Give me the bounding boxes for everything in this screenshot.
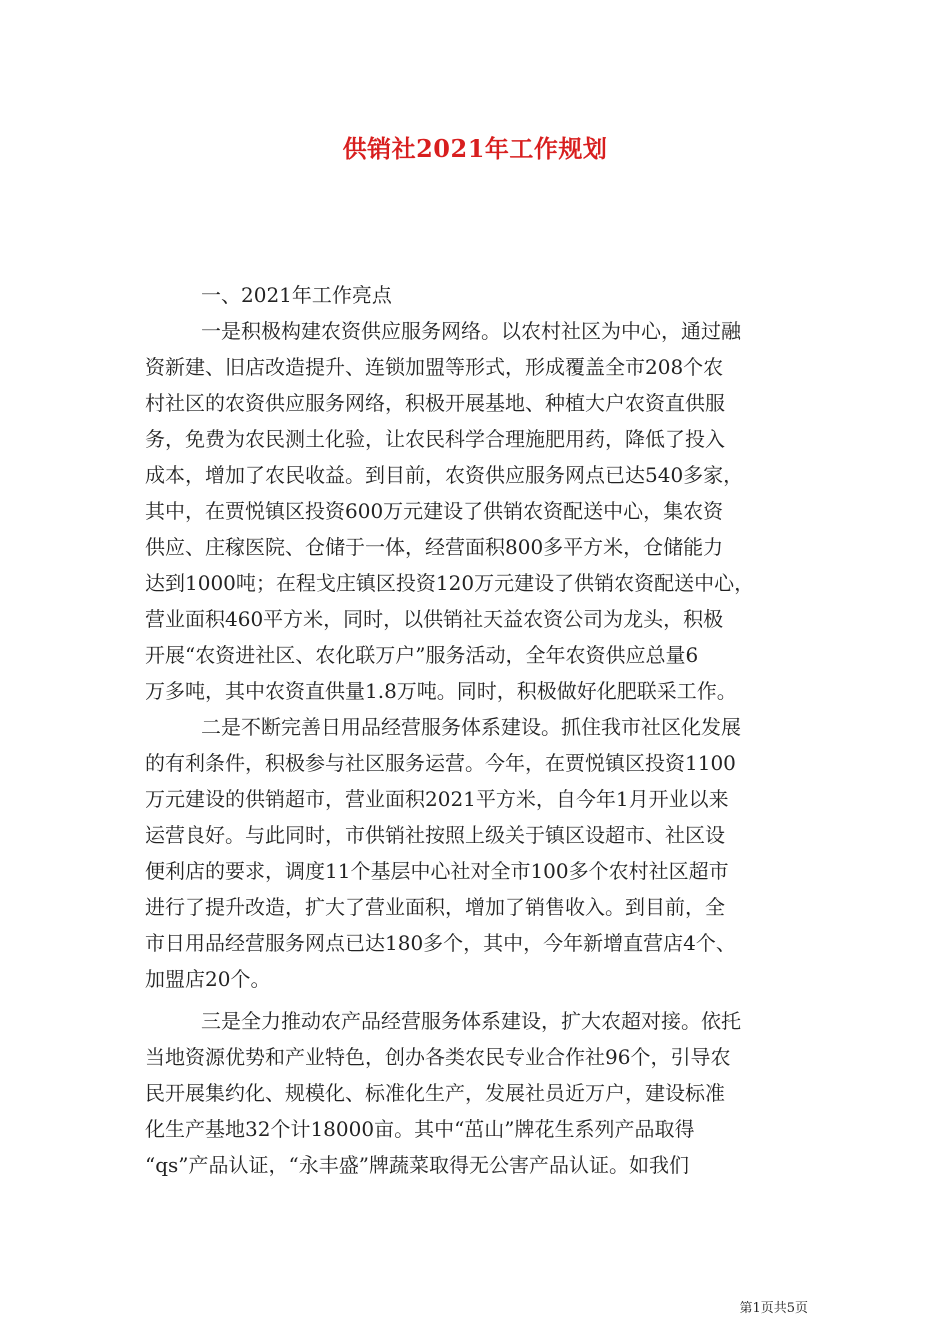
page-number-footer: 第1页共5页 — [739, 1301, 808, 1316]
text-line: 进行了提升改造，扩大了营业面积，增加了销售收入。到目前，全 — [145, 895, 725, 919]
text-line: 营业面积460平方米，同时，以供销社天益农资公司为龙头，积极 — [145, 607, 724, 631]
text-line: 民开展集约化、规模化、标准化生产，发展社员近万户，建设标准 — [145, 1081, 725, 1105]
text-line: 资新建、旧店改造提升、连锁加盟等形式，形成覆盖全市208个农 — [145, 355, 724, 379]
text-line: 达到1000吨；在程戈庄镇区投资120万元建设了供销农资配送中心， — [145, 571, 755, 595]
text-line: 二是不断完善日用品经营服务体系建设。抓住我市社区化发展 — [201, 715, 741, 739]
text-line: 一是积极构建农资供应服务网络。以农村社区为中心，通过融 — [201, 319, 741, 343]
section-heading: 一、2021年工作亮点 — [201, 283, 392, 307]
text-line: 三是全力推动农产品经营服务体系建设，扩大农超对接。依托 — [201, 1009, 741, 1033]
text-line: 务，免费为农民测土化验，让农民科学合理施肥用药，降低了投入 — [145, 427, 725, 451]
text-line: 万元建设的供销超市，营业面积2021平方米，自今年1月开业以来 — [145, 787, 729, 811]
page-title: 供销社2021年工作规划 — [342, 134, 608, 163]
text-line: 运营良好。与此同时，市供销社按照上级关于镇区设超市、社区设 — [145, 823, 725, 847]
text-line: 加盟店20个。 — [145, 967, 271, 991]
text-line: 当地资源优势和产业特色，创办各类农民专业合作社96个，引导农 — [145, 1045, 731, 1069]
text-line: 供应、庄稼医院、仓储于一体，经营面积800多平方米，仓储能力 — [145, 535, 724, 559]
text-line: 市日用品经营服务网点已达180多个，其中，今年新增直营店4个、 — [145, 931, 736, 955]
text-line: 成本，增加了农民收益。到目前，农资供应服务网点已达540多家， — [145, 463, 744, 487]
text-line: 化生产基地32个计18000亩。其中“茁山”牌花生系列产品取得 — [145, 1117, 695, 1141]
text-line: 开展“农资进社区、农化联万户”服务活动，全年农资供应总量6 — [145, 643, 699, 667]
text-line: 万多吨，其中农资直供量1.8万吨。同时，积极做好化肥联采工作。 — [145, 679, 737, 703]
text-line: 的有利条件，积极参与社区服务运营。今年，在贾悦镇区投资1100 — [145, 751, 736, 775]
text-line: “qs”产品认证，“永丰盛”牌蔬菜取得无公害产品认证。如我们 — [145, 1153, 689, 1177]
text-line: 便利店的要求，调度11个基层中心社对全市100多个农村社区超市 — [145, 859, 729, 883]
text-line: 其中，在贾悦镇区投资600万元建设了供销农资配送中心，集农资 — [145, 499, 724, 523]
text-line: 村社区的农资供应服务网络，积极开展基地、种植大户农资直供服 — [145, 391, 725, 415]
